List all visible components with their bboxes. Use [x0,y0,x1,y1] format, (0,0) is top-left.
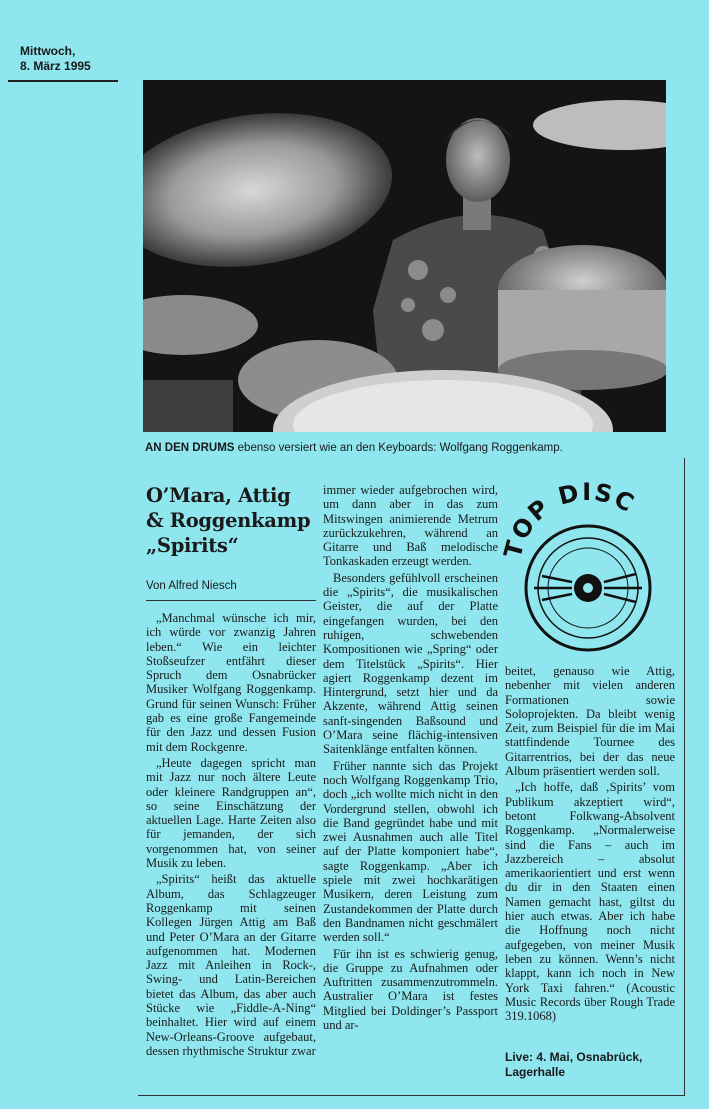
article-column-2 [323,483,498,1095]
paragraph: „Manchmal wünsche ich mir, ich würde vor zwanzig Jahren leben.“ Wie ein leichter Stoßseufzer entfährt dieser Spruch dem Osnabrücker Musiker Wolfgang Roggenkamp. Grund für seinen Wunsch: Früher gab es eine große Fangemeinde für den Jazz und dessen Fusion mit dem Rockgenre. [146,611,316,754]
dateline-rule [8,80,118,82]
top-disc-word-1: TOP [498,492,556,561]
drummer-photo [143,80,666,432]
live-dates: Live: 4. Mai, Osnabrück, Lagerhalle [505,1050,643,1079]
drummer-photo-image [143,80,666,432]
top-disc-word-2: DISC [555,477,641,519]
headline [146,483,316,558]
paragraph: „Heute dagegen spricht man mit Jazz nur noch ältere Leute oder kleinere Randgruppen an“, so seine Einschätzung der aktuellen Lage. Harte Zeiten also für jemanden, der sich vorgenommen hat, von seiner Musik zu leben. [146,755,316,871]
article-column-3 [505,664,675,1049]
byline: Von Alfred Niesch [146,580,237,592]
paragraph: Früher nannte sich das Projekt noch Wolfgang Roggenkamp Trio, doch „ich wollte mich nicht in den Vordergrund stellen, obwohl ich die Band gegründet habe und mit zwei Ausnahmen auch alle Titel auf der Platte komponiert habe“, sagte Roggenkamp. „Aber ich spiele mit zwei hochkarätigen Musikern, deren Leistung zum Zustandekommen der Platte durch den Bandnamen nicht geschmälert werden soll.“ [323,758,498,945]
caption-lead: AN DEN DRUMS [145,442,235,454]
dateline-date: 8. März 1995 [20,59,91,73]
headline-line-1: O’Mara, Attig [146,484,291,507]
top-disc-graphic [498,476,678,656]
headline-line-3: „Spirits“ [146,534,239,557]
caption-text: ebenso versiert wie an den Keyboards: Wolfgang Roggenkamp. [234,442,563,454]
paragraph: Für ihn ist es schwierig genug, die Gruppe zu Aufnahmen oder Auftritten zusammenzutrommeln. Australier O’Mara ist festes Mitglied bei Doldinger’s Passport und ar- [323,946,498,1032]
byline-rule [146,600,316,601]
paragraph: „Spirits“ heißt das aktuelle Album, das Schlagzeuger Roggenkamp mit seinen Kollegen Jürgen Attig am Baß und Peter O’Mara an der Gitarre aufgenommen hat. Modernen Jazz mit Anleihen in Rock-, Swing- und Latin-Bereichen bietet das Album, das aber auch Stücke wie „Fiddle-A-Ning“ beinhaltet. Hier wird auf einem New-Orleans-Groove aufgebaut, dessen rhythmische Struktur zwar [146,872,316,1058]
paragraph: beitet, genauso wie Attig, nebenher mit vielen anderen Formationen sowie Soloprojekten. Da bleibt wenig Zeit, zum Beispiel für die im Mai stattfindende Tournee des Gitarrentrios, bei der das neue Album präsentiert werden soll. [505,664,675,779]
photo-caption [145,441,675,455]
dateline-weekday: Mittwoch, [20,44,76,58]
headline-line-2: & Roggenkamp [146,509,311,532]
dateline [20,44,114,82]
paragraph: immer wieder aufgebrochen wird, um dann aber in das zum Mitswingen animierende Metrum zurückzukehren, während an Gitarre und Baß melodische Tonkaskaden erzeugt werden. [323,483,498,569]
paragraph: „Ich hoffe, daß ‚Spirits’ vom Publikum akzeptiert wird“, betont Folkwang-Absolvent Roggenkamp. „Normalerweise sind die Fans – auch im Jazzbereich – absolut amerikaorientiert und erst wenn du dir in den Staaten einen Namen gemacht hast, giltst du hier auch etwas. Aber ich habe die Hoffnung noch nicht aufgegeben, von meiner Musik leben zu können. Wenn’s nicht klappt, kann ich noch in New York Taxi fahren.“ (Acoustic Music Records über Rough Trade 319.1068) [505,780,675,1024]
article-column-1 [146,611,316,1091]
top-disc-badge [498,476,678,656]
paragraph: Besonders gefühlvoll erscheinen die „Spirits“, die musikalischen Geister, die auf der Platte eingefangen wurden, bei den ruhigen, schwebenden Kompositionen wie „Spring“ oder dem Titelstück „Spirits“. Hier agiert Roggenkamp dezent im Hintergrund, setzt hier und da Akzente, während Attig seinen sanft-singenden Baßsound und O’Mara seine flächig-intensiven Saitenklänge entfalten können. [323,570,498,757]
